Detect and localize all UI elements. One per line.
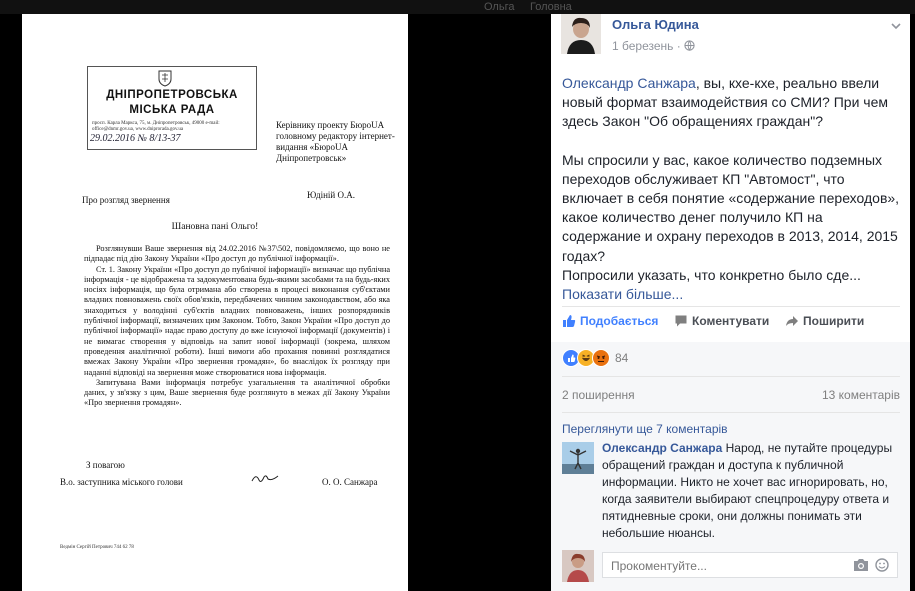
comment-label: Коментувати xyxy=(692,314,770,328)
reactions-summary[interactable] xyxy=(562,349,628,367)
chevron-down-icon[interactable] xyxy=(890,20,902,32)
post-text-part: Мы спросили у вас, какое количество подземных переходов обслуживает КП "Автомост", что включает в себя понятие «содержание переходов», какое количество денег получило КП на содержание и охрану переходов в 2013, 2014, 2015 годах? xyxy=(562,151,900,264)
like-label: Подобається xyxy=(580,314,659,328)
share-arrow-icon xyxy=(785,314,799,328)
signature-icon xyxy=(250,471,280,485)
shares-count-link[interactable]: 2 поширення xyxy=(562,388,635,402)
comment-button[interactable] xyxy=(674,314,769,328)
stamp-address: просп. Карла Маркса, 75, м. Дніпропетровськ, 49000 e-mail: office@dnmr.gov.ua, www.dniprorada.gov.ua xyxy=(92,121,220,132)
commenter-name[interactable]: Олександр Санжара xyxy=(602,441,723,455)
signer-name: О. О. Санжара xyxy=(322,477,378,487)
globe-icon xyxy=(684,40,695,51)
letter-footer: Ведмін Сергій Петрович 744 62 78 xyxy=(60,545,134,550)
share-label: Поширити xyxy=(803,314,865,328)
author-avatar[interactable] xyxy=(561,14,601,54)
comment-input[interactable] xyxy=(609,557,843,575)
facebook-post xyxy=(551,14,910,591)
camera-icon[interactable] xyxy=(853,558,869,572)
my-avatar xyxy=(562,550,594,582)
registration-stamp xyxy=(87,66,257,150)
letter-subject: Про розгляд звернення xyxy=(82,195,170,205)
comment-box xyxy=(602,552,898,578)
signer-role: В.о. заступника міського голови xyxy=(60,477,183,487)
commenter-avatar[interactable] xyxy=(562,442,594,474)
thumbs-up-icon xyxy=(562,314,576,328)
share-button[interactable] xyxy=(785,314,864,328)
view-more-comments-link[interactable]: Переглянути ще 7 коментарів xyxy=(562,422,728,436)
coat-of-arms-icon xyxy=(156,69,174,87)
post-text xyxy=(562,74,902,304)
ghost-text: Головна xyxy=(530,1,572,13)
post-date[interactable]: 1 березень xyxy=(612,39,674,53)
background-strip xyxy=(0,0,915,14)
post-feedback-area xyxy=(551,342,910,591)
post-text-part: Попросили указать, что конкретно было сде... xyxy=(562,266,861,283)
shares-row xyxy=(562,388,900,402)
divider xyxy=(562,376,900,377)
ghost-text: Ольга xyxy=(484,1,515,13)
meta-separator: · xyxy=(676,39,681,53)
divider xyxy=(562,412,900,413)
letter-paragraph: Запитувана Вами інформація потребує узагальнення та аналітичної обробки даних, у зв'язку з цим, Ваше звернення буде розглянуто в межах дії Закону України «Про звернення громадян». xyxy=(84,377,390,408)
addressee: Керівнику проекту БюроUA головному редактору інтернет-видання «БюроUA Дніпропетровськ» xyxy=(276,120,395,163)
avatar-photo-icon xyxy=(562,442,594,474)
post-actions xyxy=(562,314,900,332)
letter-paragraph: Розглянувши Ваше звернення від 24.02.2016 №37\502, повідомляємо, що воно не підпадає під дію Закону України «Про доступ до публічної інформації». xyxy=(84,244,390,264)
mention-link[interactable]: Олександр Санжара xyxy=(562,75,696,91)
letter-body xyxy=(84,244,390,409)
comments-count-link[interactable]: 13 коментарів xyxy=(821,388,900,402)
avatar-photo-icon xyxy=(561,14,601,54)
addressee-name: Юдіній О.А. xyxy=(307,190,355,200)
reactions-count: 84 xyxy=(615,351,629,365)
letter-paragraph: Ст. 1. Закону України «Про доступ до публічної інформації» визначає що публічна інформація - це відображена та задокументована будь-якими засобами та на будь-яких носіях інформація, що була отримана або створена в процесі виконання суб'єктами владних повноважень своїх обов'язків, передбачених чинним законодавством, або яка знаходиться у володінні суб'єктів владних повноважень, інших розпорядників публічної інформації, визначених цим Законом. Тобто, Закон України «Про доступ до публічної інформації» надає право доступу до вже існуючої інформації (документів) і не вимагає створення у відповідь на запит нової інформації (зокрема, шляхом проведення аналітичної роботи). Інші вимоги або прохання повинні розглядатися вмежах Закону України «Про звернення громадян», бо внаслідок їх розгляду при наданні відповіді на звернення може створюватися нова інформація. xyxy=(84,264,390,377)
comment-composer xyxy=(562,550,900,582)
comment-icon xyxy=(674,314,688,328)
like-button[interactable] xyxy=(562,314,658,328)
stamp-subtitle: МІСЬКА РАДА xyxy=(129,104,215,116)
scanned-letter xyxy=(22,14,408,591)
stamp-title: ДНІПРОПЕТРОВСЬКА xyxy=(106,89,238,101)
post-text-part: , вы, кхе-кхе, реально ввели новый формат взаимодействия со СМИ? При чем здесь Закон "Об обращениях граждан"? xyxy=(562,75,888,130)
author-name[interactable]: Ольга Юдина xyxy=(612,17,699,32)
see-more-link[interactable]: Показати більше... xyxy=(562,286,684,303)
comment-body: Народ, не путайте процедуры обращений граждан и доступа к публичной информации. Никто не хочет вас игнорировать, но, когда заявители выбирают спецпроцедуру ответа и пятидневные сроки, они должны понимать эти небольшие нюансы. xyxy=(602,441,893,540)
emoji-icon[interactable] xyxy=(875,558,889,572)
avatar-photo-icon xyxy=(562,550,594,582)
stamp-handwritten-number: 29.02.2016 № 8/13-37 xyxy=(90,133,181,144)
letter-greeting: Шановна пані Ольго! xyxy=(171,222,259,232)
angry-reaction-icon xyxy=(592,349,610,367)
letter-regards: З повагою xyxy=(86,460,125,470)
comment-text xyxy=(602,440,897,542)
post-meta xyxy=(612,39,695,53)
divider xyxy=(562,306,900,307)
